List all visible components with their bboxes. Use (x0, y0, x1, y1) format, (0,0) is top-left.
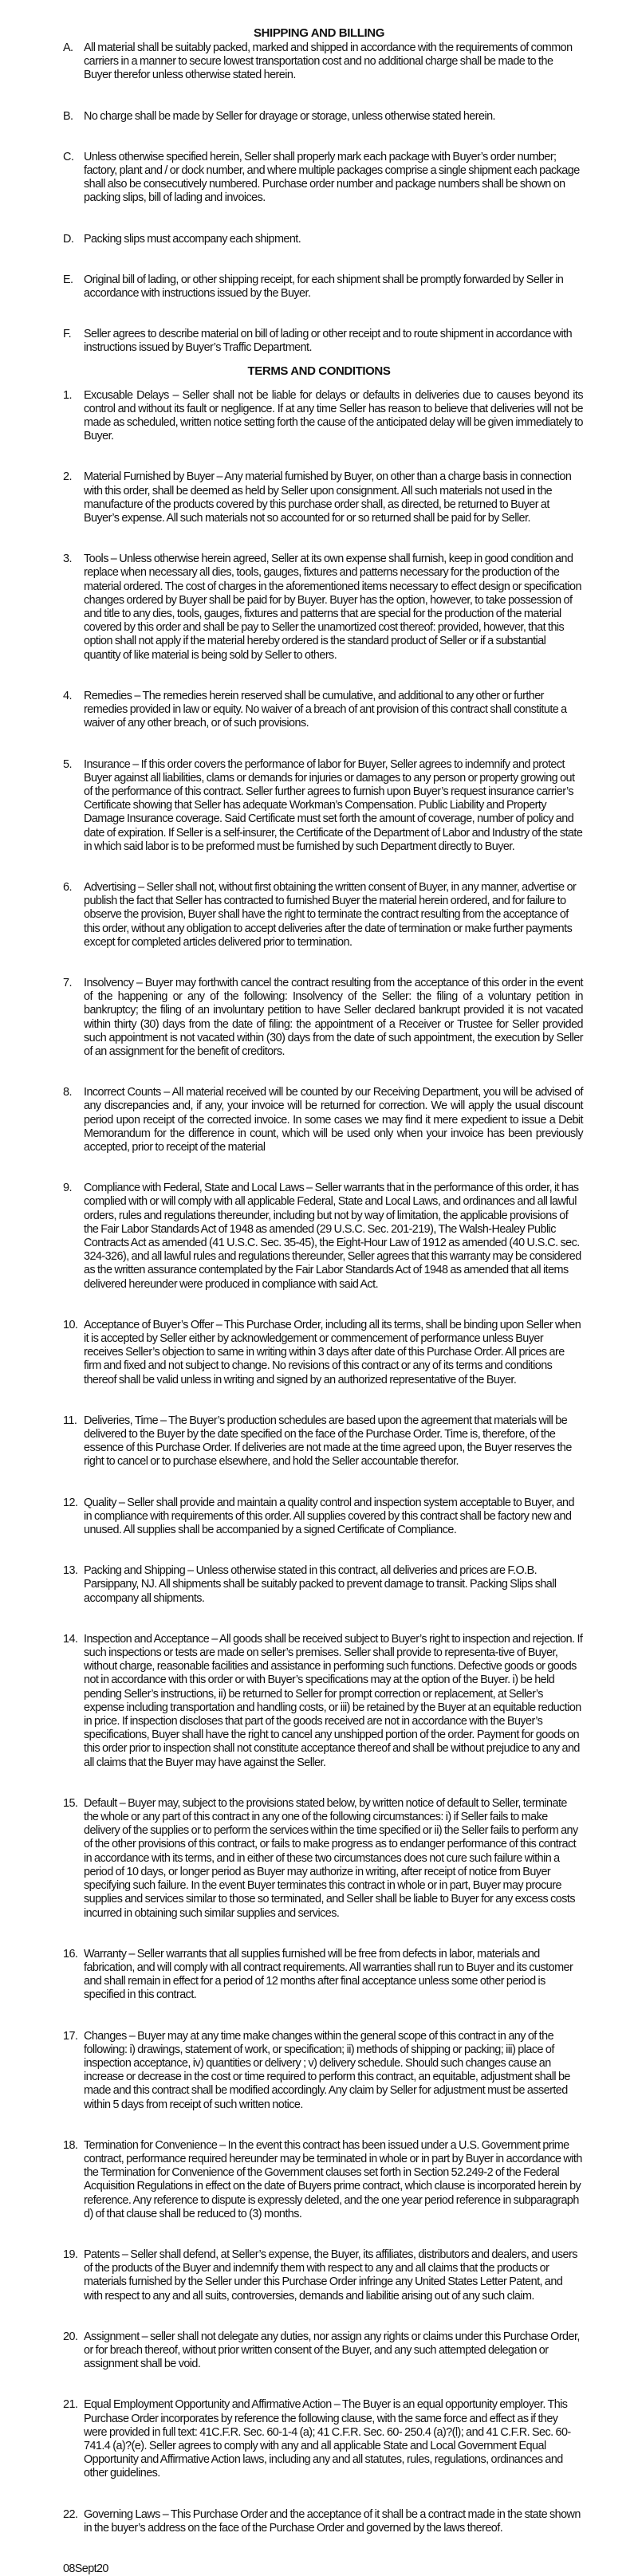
shipping-clause-c (63, 151, 583, 206)
clause-label: 13. (63, 1564, 78, 1578)
clause-label: A. (63, 41, 73, 54)
terms-clause-3 (63, 553, 583, 663)
terms-clause-12 (63, 1496, 583, 1538)
clause-label: 22. (63, 2507, 78, 2521)
terms-clause-16 (63, 1948, 583, 2003)
terms-clause-17 (63, 2030, 583, 2112)
clause-text: All material shall be suitably packed, marked and shipped in accordance with the requirements of common carriers in a manner to secure lowest transportation cost and no additional charge shall be made to the Buyer therefor unless otherwise stated herein. (84, 41, 573, 82)
clause-label: 6. (63, 880, 72, 894)
clause-text: Inspection and Acceptance – All goods shall be received subject to Buyer’s right to inspection and rejection. If such inspections or tests are made on seller’s premises. Seller shall provide to representa-tive of Buyer, without charge, reasonable facilities and assistance in performing such functions. Defective goods or goods not in accordance with this order or with Buyer’s specifications may at the option of the Buyer. i) be held pending Seller’s instructions, ii) be returned to Seller for prompt correction or replacement, at Seller’s expense including transportation and handling costs, or iii) be retained by the Buyer at an equitable reduction in price. If inspection discloses that part of the goods received are not in accordance with the Buyer’s specifications, Buyer shall have the right to cancel any unshipped portion of the order. Payment for goods on this order prior to inspection shall not constitute acceptance thereof and shall be without prejudice to any and all claims that the Buyer may have against the Seller. (84, 1632, 583, 1769)
clause-text: Seller agrees to describe material on bill of lading or other receipt and to route shipment in accordance with instructions issued by Buyer’s Traffic Department. (84, 328, 573, 355)
clause-text: Governing Laws – This Purchase Order and the acceptance of it shall be a contract made in the state shown in the buyer’s address on the face of the Purchase Order and governed by the laws thereof. (84, 2507, 581, 2535)
clause-label: F. (63, 328, 72, 341)
shipping-clause-f (63, 328, 583, 355)
clause-label: 5. (63, 757, 72, 771)
clause-text: Unless otherwise specified herein, Seller shall properly mark each package with Buyer’s order number; factory, plant and / or dock number, and where multiple packages comprise a single shipment each package shall also be consecutively numbered. Purchase order number and package numbers shall be shown on packing slips, bill of lading and invoices. (84, 150, 580, 205)
clause-label: 19. (63, 2248, 78, 2261)
clause-text: Warranty – Seller warrants that all supplies furnished will be free from defects in labor, materials and fabrication, and will comply with all contract requirements. All warranties shall run to Buyer and its customer and shall remain in effect for a period of 12 months after final acceptance unless some other period is specified in this contract. (84, 1947, 573, 2002)
clause-text: Assignment – seller shall not delegate any duties, nor assign any rights or claims under this Purchase Order, or for breach thereof, without prior written consent of the Buyer, and any such attempted delegation or assignment shall be void. (84, 2330, 580, 2371)
clause-label: B. (63, 109, 73, 123)
clause-label: 8. (63, 1086, 72, 1099)
terms-clause-8 (63, 1086, 583, 1154)
clause-text: Quality – Seller shall provide and maintain a quality control and inspection system acceptable to Buyer, and in compliance with requirements of this order. All supplies covered by this contract shall be factory new and unused. All supplies shall be accompanied by a signed Certificate of Compliance. (84, 1496, 574, 1537)
clause-text: Compliance with Federal, State and Local Laws – Seller warrants that in the performance of this order, it has complied with or will comply with all applicable Federal, State and Local Laws, and ordinances and all lawful orders, rules and regulations thereunder, including but not by way of limitation, the applicable provisions of the Fair Labor Standards Act of 1948 as amended (29 U.S.C. Sec. 201-219), The Walsh-Healey Public Contracts Act as amended (41 U.S.C. Sec. 35-45), the Eight-Hour Law of 1912 as amended (40 U.S.C. sec. 324-326), and all lawful rules and regulations thereunder, Seller agrees that this warranty may be considered as the written assurance contemplated by the Fair Labor Standards Act of 1948 as amended that all items delivered hereunder were produced in compliance with said Act. (84, 1182, 581, 1291)
shipping-clause-b (63, 110, 583, 124)
shipping-clause-a (63, 41, 583, 83)
revision-code: 08Sept20 (63, 2562, 108, 2575)
terms-clause-4 (63, 690, 583, 731)
terms-clause-15 (63, 1797, 583, 1921)
clause-text: Packing slips must accompany each shipment. (84, 232, 301, 246)
terms-clause-1 (63, 389, 583, 444)
clause-label: 7. (63, 976, 72, 989)
clause-text: Equal Employment Opportunity and Affirmative Action – The Buyer is an equal opportunity employer. This Purchase Order incorporates by reference the following clause, with the same force and effect as if they were provided in full text: 41C.F.R. Sec. 60-1-4 (a); 41 C.F.R. Sec. 60- 250.4 (a)?(l); and 41 C.F.R. Sec. 60-741.4 (a)?(e). Seller agrees to comply with any and all applicable State and Local Government Equal Opportunity and Affirmative Action laws, including any and all statutes, rules, regulations, ordinances and other guidelines. (84, 2398, 571, 2480)
terms-clause-22 (63, 2508, 583, 2535)
terms-clause-19 (63, 2248, 583, 2303)
terms-clause-18 (63, 2139, 583, 2221)
clause-text: Material Furnished by Buyer – Any material furnished by Buyer, on other than a charge basis in connection with this order, shall be deemed as held by Seller upon consignment. All such materials not used in the manufacture of the products covered by this purchase order shall, as directed, be returned to Buyer at Buyer’s expense. All such materials not so accounted for or so returned shall be paid for by Seller. (84, 470, 572, 525)
clause-label: 9. (63, 1182, 72, 1195)
clause-label: 1. (63, 388, 72, 402)
clause-label: 3. (63, 553, 72, 566)
clause-text: Changes – Buyer may at any time make changes within the general scope of this contract in any of the following: i) drawings, statement of work, or specification; ii) methods of shipping or packing; iii) place of inspection acceptance, iv) quantities or delivery ; v) delivery schedule. Should such changes cause an increase or decrease in the cost or time required to perform this contract, an equitable, adjustment shall be made and this contract shall be modified accordingly. Any claim by Seller for adjustment must be asserted within 5 days from receipt of such written notice. (84, 2029, 570, 2111)
clause-label: C. (63, 150, 74, 163)
terms-clause-5 (63, 758, 583, 854)
clause-label: 20. (63, 2330, 78, 2343)
clause-label: E. (63, 273, 73, 286)
clause-text: Insurance – If this order covers the performance of labor for Buyer, Seller agrees to indemnify and protect Buyer against all liabilities, clams or demands for injuries or damages to any person or property growing out of the performance of this contract. Seller further agrees to furnish upon Buyer’s request insurance carrier’s Certificate showing that Seller has adequate Workman’s Compensation. Public Liability and Property Damage Insurance coverage. Said Certificate must set forth the amount of coverage, number of policy and date of expiration. If Seller is a self-insurer, the Certificate of the Department of Labor and Industry of the state in which said labor is to be preformed must be furnished by such Department directly to Buyer. (84, 757, 583, 853)
terms-clause-20 (63, 2330, 583, 2372)
shipping-billing-heading: SHIPPING AND BILLING (254, 26, 384, 40)
clause-text: Excusable Delays – Seller shall not be liable for delays or defaults in deliveries due to causes beyond its control and without its fault or negligence. If at any time Seller has reason to believe that deliveries will not be made as scheduled, written notice setting forth the cause of the anticipated delay will be given immediately to Buyer. (84, 388, 583, 443)
clause-text: Deliveries, Time – The Buyer’s production schedules are based upon the agreement that materials will be delivered to the Buyer by the date specified on the face of the Purchase Order. Time is, therefore, of the essence of this Purchase Order. If deliveries are not made at the time agreed upon, the Buyer reserves the right to cancel or to purchase elsewhere, and hold the Seller accountable therefor. (84, 1414, 572, 1469)
clause-text: Original bill of lading, or other shipping receipt, for each shipment shall be promptly forwarded by Seller in accordance with instructions issued by the Buyer. (84, 273, 564, 301)
clause-text: No charge shall be made by Seller for drayage or storage, unless otherwise stated herein. (84, 109, 495, 123)
clause-label: 21. (63, 2398, 78, 2412)
terms-clause-21 (63, 2398, 583, 2480)
terms-clause-10 (63, 1319, 583, 1387)
clause-label: 12. (63, 1496, 78, 1509)
clause-text: Insolvency – Buyer may forthwith cancel the contract resulting from the acceptance of this order in the event of the happening or any of the following: Insolvency of the Seller: the filing of a voluntary petition in bankruptcy; the filing of an involuntary petition to have Seller declared bankrupt provided it is not vacated within thirty (30) days from the date of filing: the appointment of a Receiver or Trustee for Seller provided such appointment is not vacated within (30) days from the date of such appointment, the execution by Seller of an assignment for the benefit of creditors. (84, 976, 583, 1058)
clause-label: 15. (63, 1796, 78, 1810)
clause-label: 10. (63, 1318, 78, 1331)
clause-text: Packing and Shipping – Unless otherwise stated in this contract, all deliveries and prices are F.O.B. Parsippany, NJ. All shipments shall be suitably packed to prevent damage to transit. Packing Slips shall accompany all shipments. (84, 1564, 557, 1605)
clause-label: 2. (63, 470, 72, 484)
clause-label: 16. (63, 1947, 78, 1961)
clause-text: Advertising – Seller shall not, without first obtaining the written consent of Buyer, in any manner, advertise or publish the fact that Seller has contracted to furnished Buyer the material herein ordered, and for failure to observe the provision, Buyer shall have the right to terminate the contract resulting from the acceptance of this order, without any obligation to accept deliveries after the date of termination or make further payments except for completed articles delivered prior to termination. (84, 880, 577, 949)
clause-label: 18. (63, 2138, 78, 2152)
clause-label: 14. (63, 1632, 78, 1646)
clause-label: D. (63, 232, 74, 246)
terms-clause-2 (63, 470, 583, 525)
terms-clause-7 (63, 977, 583, 1059)
shipping-clause-d (63, 233, 583, 246)
terms-clause-13 (63, 1564, 583, 1606)
clause-text: Incorrect Counts – All material received will be counted by our Receiving Department, you will be advised of any discrepancies and, if any, your invoice will be returned for correction. We will apply the usual discount period upon receipt of the corrected invoice. In some cases we may find it mere expedient to issue a Debit Memorandum for the difference in count, which will be used only when your invoice has been previously accepted, prior to receipt of the material (84, 1086, 583, 1154)
terms-conditions-heading: TERMS AND CONDITIONS (247, 364, 391, 378)
clause-text: Acceptance of Buyer’s Offer – This Purchase Order, including all its terms, shall be binding upon Seller when it is accepted by Seller either by acknowledgement or commencement of performance unless Buyer receives Seller’s objection to same in writing within 3 days after date of this Purchase Order. All prices are firm and fixed and not subject to change. No revisions of this contract or any of its terms and conditions thereof shall be valid unless in writing and signed by an authorized representative of the Buyer. (84, 1318, 581, 1386)
clause-text: Patents – Seller shall defend, at Seller’s expense, the Buyer, its affiliates, distributors and dealers, and users of the products of the Buyer and indemnify them with respect to any and all claims that the products or materials furnished by the Seller under this Purchase Order infringe any United States Letter Patent, and with respect to any and all suits, controversies, demands and liabilitie arising out of any such claim. (84, 2248, 577, 2303)
terms-clause-14 (63, 1633, 583, 1770)
clause-text: Termination for Convenience – In the event this contract has been issued under a U.S. Government prime contract, performance required hereunder may be terminated in whole or in part by Buyer in accordance with the Termination for Convenience of the Government clauses set forth in Section 52.249-2 of the Federal Acquisition Regulations in effect on the date of Buyers prime contract, which clause is incorporated herein by reference. Any reference to dispute is expressly deleted, and the one year period reference in subparagraph d) of that clause shall be reduced to (3) months. (84, 2138, 582, 2220)
clause-label: 17. (63, 2029, 78, 2043)
terms-clause-6 (63, 881, 583, 950)
terms-clause-9 (63, 1182, 583, 1292)
terms-clause-11 (63, 1414, 583, 1469)
clause-text: Remedies – The remedies herein reserved shall be cumulative, and additional to any other or further remedies provided in law or equity. No waiver of a breach of ant provision of this contract shall constitute a waiver of any other breach, or of such provisions. (84, 689, 567, 730)
shipping-clause-e (63, 273, 583, 301)
clause-text: Default – Buyer may, subject to the provisions stated below, by written notice of default to Seller, terminate the whole or any part of this contract in any one of the following circumstances: i) if Seller fails to make delivery of the supplies or to perform the services within the time specified or ii) the Seller fails to perform any of the other provisions of this contract, or fails to make progress as to endanger performance of this contract in accordance with its terms, and in either of these two circumstances does not cure such failure within a period of 10 days, or longer period as Buyer may authorize in writing, after receipt of notice from Buyer specifying such failure. In the event Buyer terminates this contract in whole or in part, Buyer may procure supplies and services similar to those so terminated, and Seller shall be liable to Buyer for any excess costs incurred in obtaining such similar supplies and services. (84, 1796, 578, 1920)
clause-label: 11. (63, 1414, 77, 1427)
clause-label: 4. (63, 689, 72, 702)
clause-text: Tools – Unless otherwise herein agreed, Seller at its own expense shall furnish, keep in good condition and replace when necessary all dies, tools, gauges, fixtures and patterns necessary for the production of the material ordered. The cost of charges in the aforementioned items necessary to effect design or specification changes ordered by Buyer shall be paid for by Buyer. Buyer has the option, however, to take possession of and title to any dies, tools, gauges, fixtures and patterns that are special for the production of the material covered by this order and shall be pay to Seller the unamortized cost thereof: provided, however, that this option shall not apply if the material hereby ordered is the standard product of Seller or if a substantial quantity of like material is being sold by Seller to others. (84, 553, 581, 662)
